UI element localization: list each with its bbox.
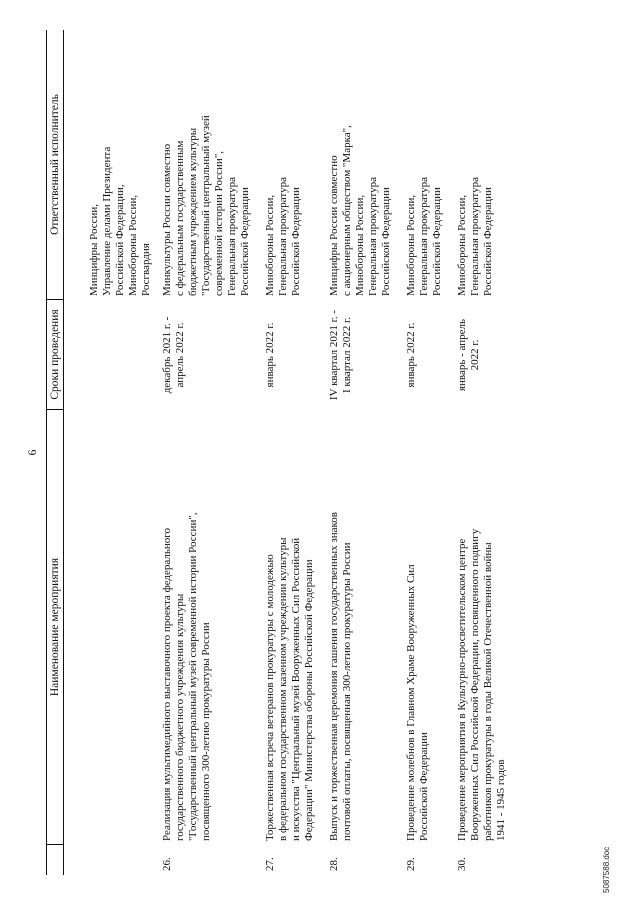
event-name: Реализация мультимедийного выставочного проекта федерального государственного бюджетного учреждения культуры "Государственный центральный музей современной истории России", посвященного 300-летию прокуратуры России (161, 512, 212, 841)
row-number: 29. (405, 857, 417, 871)
event-name: Проведение молебнов в Главном Храме Вооруженных Сил Российской Федерации (405, 564, 430, 841)
row-number (88, 845, 153, 875)
event-dates: IV квартал 2021 г. - I квартал 2022 г. (328, 309, 353, 401)
event-executor: Минцифры России, Управление делами Президента Российской Федерации, Минобороны России, Росгвардия (88, 146, 152, 296)
events-table (46, 30, 508, 875)
event-executor: Минобороны России, Генеральная прокуратура Российской Федерации (264, 177, 302, 296)
table-row (328, 30, 393, 875)
row-number: 27. (264, 857, 276, 871)
header-dates: Сроки проведения (47, 300, 63, 410)
event-name: Выпуск и торжественная церемония гашения государственных знаков почтовой оплаты, посвященная 300-летию прокуратуры России (328, 512, 353, 841)
event-name (88, 410, 153, 845)
page-number: 6 (25, 449, 39, 456)
event-executor: Минобороны России, Генеральная прокуратура Российской Федерации (405, 177, 443, 296)
row-number: 30. (456, 857, 468, 871)
table-row (161, 30, 252, 875)
event-executor: Минкультуры России совместно с федеральным государственным бюджетным учреждением культуры "Государственный центральный музей современной истории России", Генеральная прокуратура Российской Федерации (161, 115, 251, 296)
header-name: Наименование мероприятия (47, 410, 63, 845)
event-dates (88, 300, 153, 410)
event-name: Проведение мероприятия в Культурно-просветительском центре Вооруженных Сил Российской Федерации, посвященного подвигу работников прокуратуры в годы Великой Отечественной войны 1941 - 1945 годов (456, 528, 507, 841)
event-dates: январь 2022 г. (264, 322, 276, 388)
event-dates: январь - апрель 2022 г. (456, 318, 481, 392)
event-dates: январь 2022 г. (405, 322, 417, 388)
row-number: 28. (328, 857, 340, 871)
table-row (88, 30, 153, 875)
row-number: 26. (161, 857, 173, 871)
event-executor: Минцифры России совместно с акционерным обществом "Марка", Минобороны России, Генеральная прокуратура Российской Федерации (328, 125, 392, 296)
event-name: Торжественная встреча ветеранов прокуратуры с молодежью в федеральном государственном казенном учреждении культуры и искусства "Центральный музей Вооруженных Сил Российской Федерации" Министерства обороны Российской Федерации (264, 537, 315, 841)
event-dates: декабрь 2021 г. - апрель 2022 г. (161, 316, 186, 394)
table-header (46, 30, 64, 875)
file-footer: 5087588.doc (602, 846, 611, 893)
event-executor: Минобороны России, Генеральная прокуратура Российской Федерации (456, 177, 494, 296)
table-row (456, 30, 508, 875)
table-row (405, 30, 444, 875)
header-executor: Ответственный исполнитель (47, 30, 63, 300)
table-row (264, 30, 316, 875)
header-num (47, 845, 63, 875)
